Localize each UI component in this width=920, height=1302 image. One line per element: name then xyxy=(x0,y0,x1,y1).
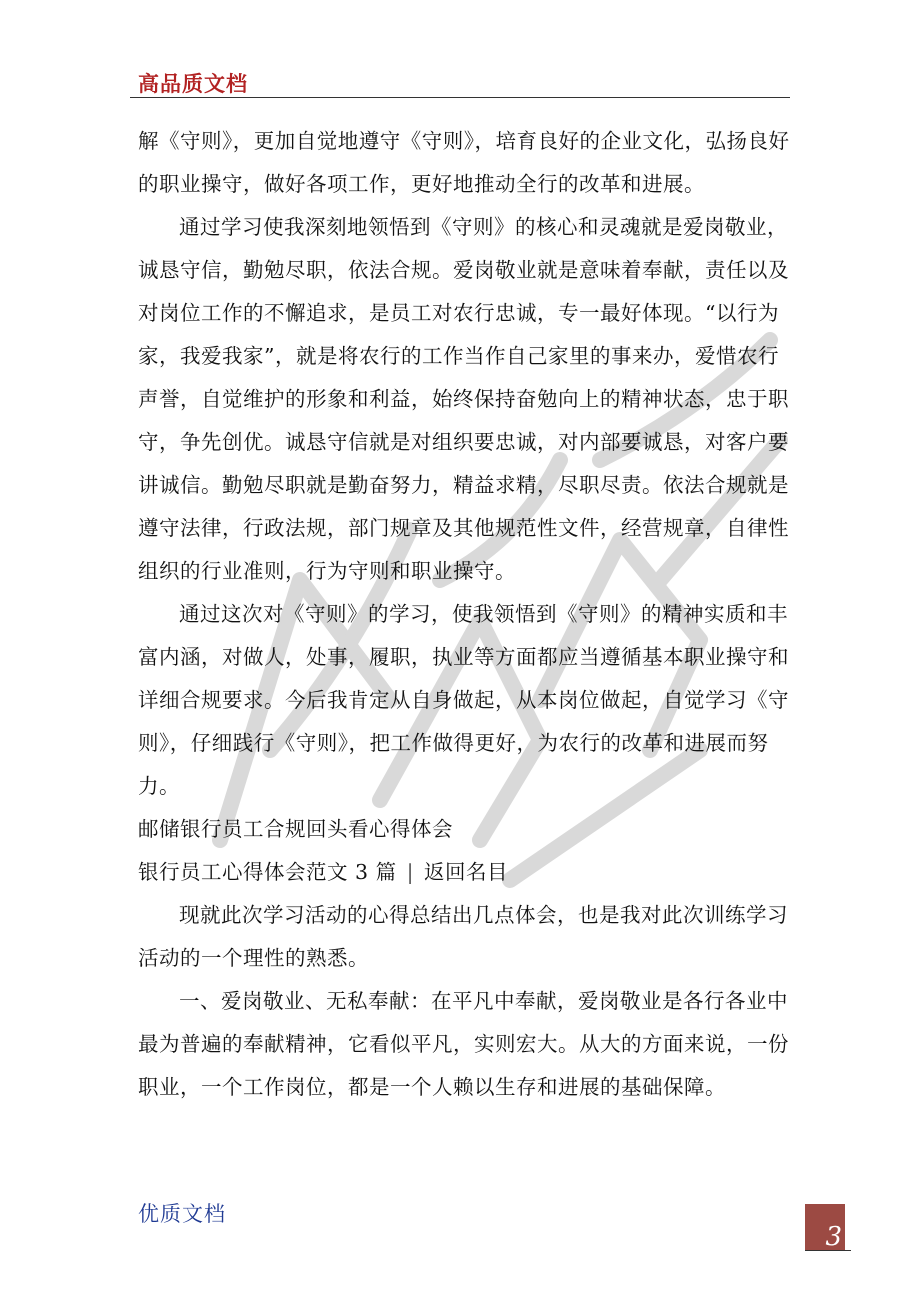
paragraph-2: 通过学习使我深刻地领悟到《守则》的核心和灵魂就是爱岗敬业，诚恳守信，勤勉尽职，依法合规。爱岗敬业就是意味着奉献，责任以及对岗位工作的不懈追求，是员工对农行忠诚，专一最好体现。“以行为家，我爱我家”，就是将农行的工作当作自己家里的事来办，爱惜农行声誉，自觉维护的形象和利益，始终保持奋勉向上的精神状态，忠于职守，争先创优。诚恳守信就是对组织要忠诚，对内部要诚恳，对客户要讲诚信。勤勉尽职就是勤奋努力，精益求精，尽职尽责。依法合规就是遵守法律，行政法规，部门规章及其他规范性文件，经营规章，自律性组织的行业准则，行为守则和职业操守。 xyxy=(138,215,789,583)
article-title-link[interactable]: 银行员工心得体会范文 3 篇 xyxy=(138,860,397,884)
paragraph-3: 通过这次对《守则》的学习，使我领悟到《守则》的精神实质和丰富内涵，对做人，处事，履职，执业等方面都应当遵循基本职业操守和详细合规要求。今后我肯定从自身做起，从本岗位做起，自觉学习《守则》，仔细践行《守则》，把工作做得更好，为农行的改革和进展而努力。 xyxy=(138,602,789,798)
header-title: 高品质文档 xyxy=(138,72,248,96)
nav-separator: | xyxy=(406,860,414,884)
page-number-badge xyxy=(805,1204,845,1250)
paragraph-1: 解《守则》，更加自觉地遵守《守则》，培育良好的企业文化，弘扬良好的职业操守，做好各项工作，更好地推动全行的改革和进展。 xyxy=(138,129,790,196)
header-divider xyxy=(130,97,790,98)
nav-line xyxy=(138,851,798,894)
paragraph-5: 一、爱岗敬业、无私奉献：在平凡中奉献，爱岗敬业是各行各业中最为普遍的奉献精神，它看似平凡，实则宏大。从大的方面来说，一份职业，一个工作岗位，都是一个人赖以生存和进展的基础保障。 xyxy=(138,989,789,1099)
page-number: 3 xyxy=(825,1222,842,1252)
section-heading: 邮储银行员工合规回头看心得体会 xyxy=(138,817,453,841)
document-body xyxy=(138,120,798,1109)
paragraph-4: 现就此次学习活动的心得总结出几点体会，也是我对此次训练学习活动的一个理性的熟悉。 xyxy=(138,903,788,970)
return-contents-link[interactable]: 返回名目 xyxy=(424,860,508,884)
footer-divider xyxy=(805,1250,851,1251)
footer-title: 优质文档 xyxy=(138,1202,226,1226)
